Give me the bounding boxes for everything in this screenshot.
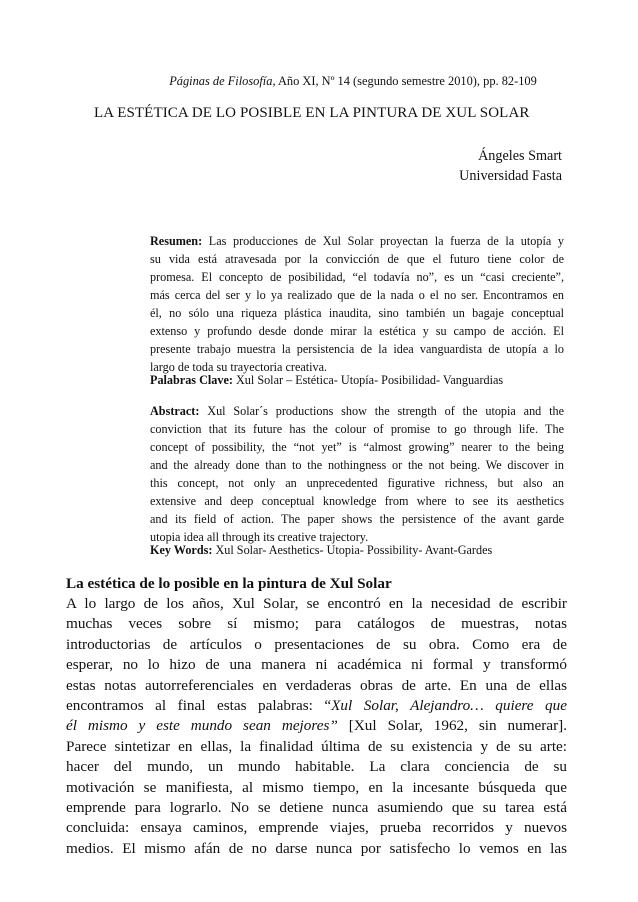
abstract-paragraph bbox=[150, 402, 564, 546]
resumen-line: presente trabajo muestra la persistencia de la idea vanguardista de utopía a lo bbox=[150, 342, 564, 356]
body-line: concluida: ensaya caminos, emprende viajes, prueba recorridos y nuevos bbox=[66, 819, 567, 837]
abstract-line: concept of possibility, the “not yet” is “almost growing” nearer to the being bbox=[150, 440, 564, 454]
body-line bbox=[66, 696, 567, 716]
resumen-label: Resumen: bbox=[150, 234, 203, 248]
resumen-line: Las producciones de Xul Solar proyectan la fuerza de la utopía y bbox=[202, 234, 564, 248]
body-line: Parece sintetizar en ellas, la finalidad última de su existencia y de su arte: bbox=[66, 737, 567, 755]
resumen-line: largo de toda su trayectoria creativa. bbox=[150, 360, 328, 374]
body-line: motivación se manifiesta, al mismo tiempo, en la incesante búsqueda que bbox=[66, 778, 567, 796]
key-words-label: Key Words: bbox=[150, 543, 213, 557]
resumen-paragraph bbox=[150, 232, 564, 376]
body-line: emprende para lograrlo. No se detiene nunca asumiendo que su tarea está bbox=[66, 799, 567, 817]
resumen-line: su vida está atravesada por la convicción de que el futuro tiene color de bbox=[150, 252, 564, 266]
abstract-line: Xul Solar´s productions show the strength of the utopia and the bbox=[199, 404, 564, 418]
abstract-line: extensive and deep conceptual knowledge from where to see its aesthetics bbox=[150, 494, 564, 508]
author-block bbox=[459, 146, 562, 186]
abstract-line: conviction that its future has the colour of promise to go through life. The bbox=[150, 422, 564, 436]
key-words bbox=[150, 541, 564, 559]
body-paragraph bbox=[66, 594, 567, 859]
palabras-clave bbox=[150, 371, 564, 389]
abstract-label: Abstract: bbox=[150, 404, 200, 418]
key-words-text: Xul Solar- Aesthetics- Utopia- Possibility- Avant-Gardes bbox=[212, 543, 493, 557]
body-line: muchas veces sobre sí mismo; para catálogos de muestras, notas bbox=[66, 615, 567, 633]
body-line: estas notas autorreferenciales en verdaderas obras de arte. En una de ellas bbox=[66, 676, 567, 694]
resumen-line: promesa. El concepto de posibilidad, “el todavía no”, es un “casi creciente”, bbox=[150, 270, 564, 284]
journal-name: Páginas de Filosofía bbox=[169, 74, 273, 88]
journal-header bbox=[0, 74, 638, 89]
resumen-line: extenso y profundo desde donde mirar la estética y su campo de acción. El bbox=[150, 324, 564, 338]
author-affiliation: Universidad Fasta bbox=[459, 168, 562, 184]
citation: [Xul Solar, 1962, sin numerar]. bbox=[337, 717, 568, 735]
author-name: Ángeles Smart bbox=[478, 148, 562, 164]
abstract-line: this concept, not only an unprecedented figurative richness, but also an bbox=[150, 476, 564, 490]
body-line: introductorias de artículos o presentaciones de su obra. Como era de bbox=[66, 635, 567, 653]
resumen-line: él, no sólo una riqueza plástica inaudita, sino también un bagaje conceptual bbox=[150, 306, 564, 320]
body-line-part: encontramos al final estas palabras: “ bbox=[66, 697, 332, 715]
body-line: medios. El mismo afán de no darse nunca por satisfecho lo vemos en las bbox=[66, 839, 567, 857]
body-line: hacer del mundo, un mundo habitable. La clara conciencia de su bbox=[66, 758, 567, 776]
quote-italic: él mismo y este mundo sean mejores” bbox=[66, 717, 338, 735]
section-heading: La estética de lo posible en la pintura de Xul Solar bbox=[66, 575, 392, 592]
abstract-line: utopia idea all through its creative trajectory. bbox=[150, 530, 369, 544]
palabras-clave-text: Xul Solar – Estética- Utopía- Posibilidad- Vanguardias bbox=[232, 373, 504, 387]
body-line: esperar, no lo hizo de una manera ni académica ni formal y transformó bbox=[66, 656, 567, 674]
resumen-line: más cerca del ser y lo ya realizado que de la nada o el no ser. Encontramos en bbox=[150, 288, 564, 302]
quote-italic: Xul Solar, Alejandro… quiere que bbox=[331, 697, 567, 715]
paper-title: LA ESTÉTICA DE LO POSIBLE EN LA PINTURA DE XUL SOLAR bbox=[94, 105, 530, 121]
journal-details: , Año XI, Nº 14 (segundo semestre 2010), pp. 82-109 bbox=[272, 74, 537, 88]
abstract-line: and the already done than to the nothingness or the not being. We discover in bbox=[150, 458, 564, 472]
palabras-clave-label: Palabras Clave: bbox=[150, 373, 233, 387]
body-line: A lo largo de los años, Xul Solar, se encontró en la necesidad de escribir bbox=[66, 595, 567, 612]
abstract-line: and its field of action. The paper shows the persistence of the avant garde bbox=[150, 512, 564, 526]
body-line bbox=[66, 716, 567, 736]
